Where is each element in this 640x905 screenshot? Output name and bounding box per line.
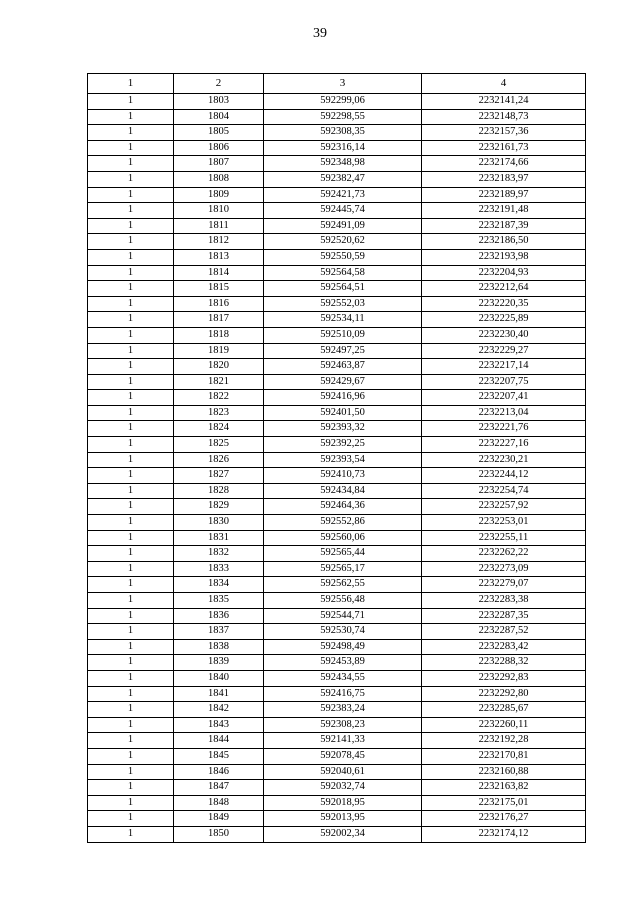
table-cell-col-4: 2232230,40 [422,327,586,343]
table-cell-col-3: 592464,36 [264,499,422,515]
table-cell-col-2: 1829 [174,499,264,515]
table-row [88,670,586,686]
header-row [88,74,586,94]
table-cell-col-3: 592498,49 [264,639,422,655]
table-cell-col-1: 1 [88,265,174,281]
table-cell-col-1: 1 [88,359,174,375]
table-cell-col-1: 1 [88,483,174,499]
table-row [88,187,586,203]
table-cell-col-2: 1810 [174,203,264,219]
table-cell-col-1: 1 [88,499,174,515]
table-cell-col-2: 1836 [174,608,264,624]
table-row [88,608,586,624]
table-row [88,327,586,343]
table-cell-col-1: 1 [88,281,174,297]
table-cell-col-2: 1821 [174,374,264,390]
table-cell-col-1: 1 [88,546,174,562]
table-row [88,421,586,437]
table-cell-col-3: 592491,09 [264,218,422,234]
table-cell-col-1: 1 [88,218,174,234]
table-cell-col-4: 2232204,93 [422,265,586,281]
table-cell-col-4: 2232283,42 [422,639,586,655]
table-cell-col-3: 592392,25 [264,437,422,453]
table-cell-col-4: 2232193,98 [422,249,586,265]
table-row [88,686,586,702]
table-cell-col-4: 2232174,66 [422,156,586,172]
table-cell-col-1: 1 [88,437,174,453]
table-cell-col-1: 1 [88,125,174,141]
table-cell-col-1: 1 [88,171,174,187]
table-cell-col-4: 2232189,97 [422,187,586,203]
table-cell-col-2: 1833 [174,561,264,577]
table-cell-col-1: 1 [88,686,174,702]
table-cell-col-4: 2232288,32 [422,655,586,671]
table-cell-col-1: 1 [88,515,174,531]
table-row [88,577,586,593]
table-row [88,826,586,842]
table-cell-col-1: 1 [88,203,174,219]
table-cell-col-1: 1 [88,249,174,265]
table-cell-col-1: 1 [88,670,174,686]
table-cell-col-3: 592463,87 [264,359,422,375]
table-cell-col-4: 2232174,12 [422,826,586,842]
table-cell-col-2: 1850 [174,826,264,842]
table-cell-col-2: 1825 [174,437,264,453]
table-cell-col-1: 1 [88,94,174,110]
table-cell-col-2: 1819 [174,343,264,359]
table-cell-col-4: 2232225,89 [422,312,586,328]
table-cell-col-4: 2232257,92 [422,499,586,515]
table-cell-col-4: 2232254,74 [422,483,586,499]
table-cell-col-2: 1804 [174,109,264,125]
table-cell-col-3: 592141,33 [264,733,422,749]
table-row [88,405,586,421]
table-cell-col-2: 1842 [174,702,264,718]
table-cell-col-1: 1 [88,826,174,842]
table-cell-col-4: 2232187,39 [422,218,586,234]
table-cell-col-4: 2232244,12 [422,468,586,484]
table-header [88,74,586,94]
table-cell-col-3: 592565,17 [264,561,422,577]
table-cell-col-3: 592552,03 [264,296,422,312]
table-cell-col-1: 1 [88,764,174,780]
table-row [88,390,586,406]
table-cell-col-3: 592308,23 [264,717,422,733]
table-cell-col-4: 2232212,64 [422,281,586,297]
table-cell-col-4: 2232183,97 [422,171,586,187]
table-cell-col-2: 1848 [174,795,264,811]
table-row [88,717,586,733]
table-cell-col-3: 592298,55 [264,109,422,125]
table-row [88,499,586,515]
table-cell-col-3: 592552,86 [264,515,422,531]
table-cell-col-3: 592510,09 [264,327,422,343]
table-cell-col-1: 1 [88,234,174,250]
table-row [88,281,586,297]
table-row [88,733,586,749]
table-cell-col-2: 1830 [174,515,264,531]
table-cell-col-2: 1838 [174,639,264,655]
table-cell-col-3: 592550,59 [264,249,422,265]
table-cell-col-1: 1 [88,639,174,655]
table-cell-col-4: 2232207,75 [422,374,586,390]
table-cell-col-4: 2232148,73 [422,109,586,125]
table-cell-col-1: 1 [88,452,174,468]
table-cell-col-3: 592562,55 [264,577,422,593]
table-cell-col-1: 1 [88,780,174,796]
table-cell-col-2: 1826 [174,452,264,468]
table-cell-col-1: 1 [88,655,174,671]
table-cell-col-1: 1 [88,748,174,764]
table-cell-col-3: 592434,55 [264,670,422,686]
table-cell-col-3: 592393,54 [264,452,422,468]
table-cell-col-3: 592560,06 [264,530,422,546]
table-row [88,546,586,562]
table-cell-col-2: 1818 [174,327,264,343]
table-row [88,795,586,811]
table-cell-col-4: 2232186,50 [422,234,586,250]
table-cell-col-4: 2232292,83 [422,670,586,686]
table-cell-col-4: 2232260,11 [422,717,586,733]
table-cell-col-1: 1 [88,795,174,811]
table-cell-col-3: 592383,24 [264,702,422,718]
table-cell-col-2: 1849 [174,811,264,827]
table-row [88,515,586,531]
table-cell-col-1: 1 [88,390,174,406]
table-cell-col-2: 1837 [174,624,264,640]
table-cell-col-2: 1809 [174,187,264,203]
table-row [88,94,586,110]
table-cell-col-3: 592520,62 [264,234,422,250]
table-row [88,624,586,640]
table-cell-col-1: 1 [88,702,174,718]
coordinates-table [87,73,586,843]
table-cell-col-1: 1 [88,156,174,172]
table-cell-col-2: 1834 [174,577,264,593]
table-row [88,468,586,484]
table-cell-col-1: 1 [88,577,174,593]
table-cell-col-2: 1824 [174,421,264,437]
table-cell-col-3: 592564,58 [264,265,422,281]
table-cell-col-3: 592564,51 [264,281,422,297]
table-cell-col-2: 1831 [174,530,264,546]
table-body [88,94,586,843]
table-row [88,437,586,453]
table-cell-col-2: 1843 [174,717,264,733]
table-row [88,530,586,546]
table-row [88,343,586,359]
table-cell-col-3: 592416,75 [264,686,422,702]
table-cell-col-2: 1841 [174,686,264,702]
table-cell-col-3: 592348,98 [264,156,422,172]
table-cell-col-1: 1 [88,343,174,359]
table-row [88,296,586,312]
table-cell-col-3: 592565,44 [264,546,422,562]
table-row [88,748,586,764]
table-cell-col-3: 592445,74 [264,203,422,219]
table-cell-col-3: 592556,48 [264,593,422,609]
table-cell-col-3: 592040,61 [264,764,422,780]
table-cell-col-3: 592410,73 [264,468,422,484]
table-cell-col-1: 1 [88,140,174,156]
table-cell-col-4: 2232279,07 [422,577,586,593]
table-cell-col-3: 592316,14 [264,140,422,156]
table-cell-col-2: 1807 [174,156,264,172]
table-cell-col-4: 2232217,14 [422,359,586,375]
table-cell-col-4: 2232191,48 [422,203,586,219]
table-row [88,156,586,172]
table-cell-col-2: 1803 [174,94,264,110]
page-number: 39 [313,26,327,41]
column-header-4: 4 [422,74,586,94]
table-row [88,140,586,156]
table-cell-col-2: 1835 [174,593,264,609]
table-cell-col-2: 1827 [174,468,264,484]
table-row [88,249,586,265]
table-cell-col-4: 2232141,24 [422,94,586,110]
table-cell-col-3: 592421,73 [264,187,422,203]
table-cell-col-2: 1822 [174,390,264,406]
table-cell-col-4: 2232273,09 [422,561,586,577]
table-cell-col-2: 1813 [174,249,264,265]
table-cell-col-4: 2232213,04 [422,405,586,421]
table-cell-col-3: 592497,25 [264,343,422,359]
table-cell-col-3: 592416,96 [264,390,422,406]
table-cell-col-1: 1 [88,374,174,390]
table-row [88,218,586,234]
table-cell-col-4: 2232253,01 [422,515,586,531]
table-row [88,203,586,219]
column-header-2: 2 [174,74,264,94]
table-row [88,702,586,718]
table-row [88,655,586,671]
table-row [88,265,586,281]
table-row [88,374,586,390]
column-header-1: 1 [88,74,174,94]
table-cell-col-2: 1840 [174,670,264,686]
table-cell-col-2: 1846 [174,764,264,780]
table-cell-col-4: 2232283,38 [422,593,586,609]
table-cell-col-1: 1 [88,733,174,749]
table-cell-col-4: 2232292,80 [422,686,586,702]
table-cell-col-1: 1 [88,608,174,624]
table-row [88,109,586,125]
table-cell-col-2: 1847 [174,780,264,796]
table-row [88,811,586,827]
table-row [88,593,586,609]
table-cell-col-3: 592013,95 [264,811,422,827]
table-cell-col-1: 1 [88,421,174,437]
table-cell-col-3: 592534,11 [264,312,422,328]
table-cell-col-4: 2232157,36 [422,125,586,141]
table-cell-col-2: 1806 [174,140,264,156]
table-cell-col-2: 1823 [174,405,264,421]
table-row [88,764,586,780]
table-cell-col-3: 592002,34 [264,826,422,842]
table-row [88,452,586,468]
table-cell-col-2: 1832 [174,546,264,562]
table-cell-col-1: 1 [88,327,174,343]
table-cell-col-1: 1 [88,717,174,733]
table-cell-col-3: 592434,84 [264,483,422,499]
table-row [88,125,586,141]
table-cell-col-3: 592393,32 [264,421,422,437]
table-cell-col-1: 1 [88,468,174,484]
table-cell-col-2: 1828 [174,483,264,499]
table-cell-col-3: 592429,67 [264,374,422,390]
table-row [88,312,586,328]
table-cell-col-2: 1820 [174,359,264,375]
table-cell-col-2: 1817 [174,312,264,328]
table-cell-col-1: 1 [88,811,174,827]
table-cell-col-2: 1805 [174,125,264,141]
table-row [88,780,586,796]
table-cell-col-3: 592530,74 [264,624,422,640]
table-cell-col-1: 1 [88,405,174,421]
table-cell-col-4: 2232287,35 [422,608,586,624]
table-cell-col-2: 1812 [174,234,264,250]
table-cell-col-4: 2232220,35 [422,296,586,312]
table-cell-col-1: 1 [88,187,174,203]
table-cell-col-4: 2232207,41 [422,390,586,406]
table-row [88,639,586,655]
table-cell-col-2: 1811 [174,218,264,234]
table-cell-col-4: 2232287,52 [422,624,586,640]
table-cell-col-3: 592032,74 [264,780,422,796]
table-cell-col-2: 1839 [174,655,264,671]
table-cell-col-4: 2232192,28 [422,733,586,749]
table-row [88,561,586,577]
table-cell-col-1: 1 [88,530,174,546]
table-row [88,359,586,375]
table-cell-col-4: 2232163,82 [422,780,586,796]
column-header-3: 3 [264,74,422,94]
table-cell-col-4: 2232161,73 [422,140,586,156]
table-cell-col-3: 592382,47 [264,171,422,187]
table-cell-col-3: 592401,50 [264,405,422,421]
table-cell-col-4: 2232175,01 [422,795,586,811]
table-cell-col-3: 592078,45 [264,748,422,764]
table-cell-col-4: 2232255,11 [422,530,586,546]
table-cell-col-2: 1844 [174,733,264,749]
table-row [88,171,586,187]
table-cell-col-4: 2232285,67 [422,702,586,718]
table-cell-col-4: 2232176,27 [422,811,586,827]
table-cell-col-3: 592544,71 [264,608,422,624]
table-cell-col-3: 592308,35 [264,125,422,141]
table-cell-col-4: 2232160,88 [422,764,586,780]
table-cell-col-2: 1845 [174,748,264,764]
table-cell-col-4: 2232229,27 [422,343,586,359]
table-cell-col-1: 1 [88,593,174,609]
table-cell-col-1: 1 [88,624,174,640]
table-cell-col-2: 1814 [174,265,264,281]
table-row [88,483,586,499]
table-cell-col-4: 2232262,22 [422,546,586,562]
table-cell-col-4: 2232227,16 [422,437,586,453]
table-cell-col-1: 1 [88,109,174,125]
table-cell-col-4: 2232221,76 [422,421,586,437]
table-cell-col-4: 2232170,81 [422,748,586,764]
table-cell-col-2: 1815 [174,281,264,297]
table-cell-col-3: 592453,89 [264,655,422,671]
table-cell-col-1: 1 [88,561,174,577]
table-cell-col-1: 1 [88,296,174,312]
table-cell-col-4: 2232230,21 [422,452,586,468]
table-cell-col-3: 592299,06 [264,94,422,110]
table-row [88,234,586,250]
table-cell-col-2: 1816 [174,296,264,312]
table-cell-col-3: 592018,95 [264,795,422,811]
table-cell-col-2: 1808 [174,171,264,187]
table-cell-col-1: 1 [88,312,174,328]
